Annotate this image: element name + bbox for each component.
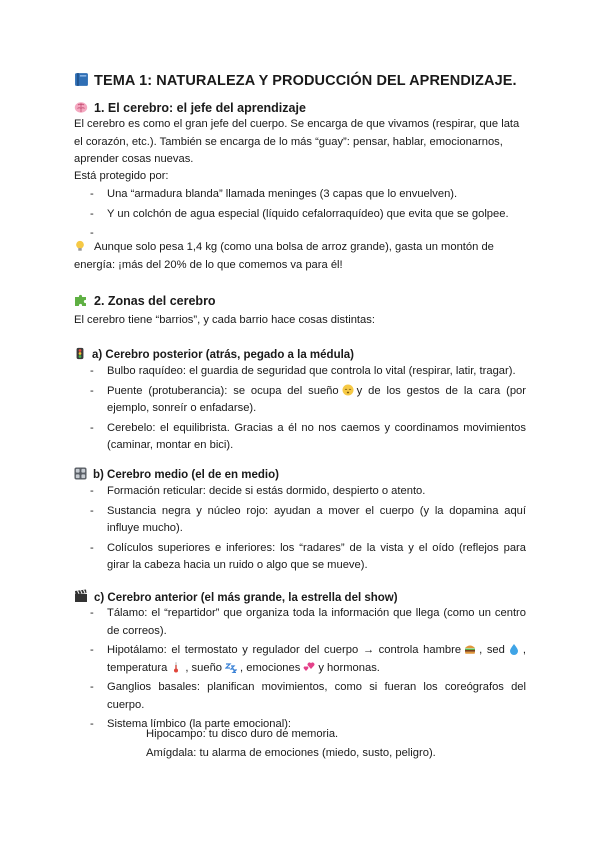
section2-intro: El cerebro tiene “barrios”, y cada barrio hace cosas distintas: (74, 314, 375, 326)
hipocampo-text: Hipocampo: tu disco duro de memoria. (146, 728, 339, 740)
protected-by-text: Está protegido por: (74, 170, 169, 182)
bullet-dash: - (90, 421, 94, 434)
list-item-text: Sustancia negra y núcleo rojo: ayudan a mover el cuerpo (y la dopamina aquí influye mucho). (107, 504, 526, 534)
anterior-heading (74, 589, 398, 604)
list-item-text: Hipotálamo: el termostato y regulador del cuerpo → controla hambre (107, 644, 462, 656)
tip-line-1: Aunque solo pesa 1,4 kg (como una bolsa de arroz grande), gasta un montón de (94, 241, 494, 253)
section1-intro (74, 116, 526, 169)
list-item-text: Formación reticular: decide si estás dormido, despierto o atento. (107, 485, 426, 497)
posterior-heading-text: a) Cerebro posterior (atrás, pegado a la médula) (92, 349, 355, 361)
title-text: TEMA 1: NATURALEZA Y PRODUCCIÓN DEL APRENDIZAJE. (94, 73, 517, 89)
control-knobs-icon (74, 467, 87, 480)
list-item (90, 363, 526, 381)
list-item (90, 383, 526, 418)
list-item-text: y de los gestos de la cara (por ejemplo, sonreír o enfadarse). (107, 384, 526, 414)
bullet-dash: - (90, 644, 94, 656)
anterior-list (90, 605, 526, 736)
list-item (90, 483, 526, 501)
list-item-text: Y un colchón de agua especial (líquido cefalorraquídeo) que evita que se golpee. (107, 207, 509, 220)
brain-icon (74, 100, 88, 114)
list-item (90, 503, 526, 538)
traffic-light-icon (74, 347, 86, 360)
list-item-text: , sed (479, 644, 505, 656)
list-item-text: , emociones (240, 661, 301, 674)
list-item-text: Colículos superiores e inferiores: los “radares” de la vista y el oído (reflejos para girar la cabeza hacia un ruido o algo que se mueve). (107, 541, 526, 571)
list-item-text: Ganglios basales: planifican movimientos, como si fueran los coreógrafos del cuerpo. (107, 681, 526, 711)
two-hearts-icon (303, 661, 315, 673)
document-title (74, 72, 517, 89)
list-item (90, 605, 526, 640)
list-item-text: Una “armadura blanda” llamada meninges (3 capas que lo envuelven). (107, 188, 458, 200)
water-drop-icon (508, 643, 520, 655)
bullet-dash: - (90, 541, 94, 554)
list-item-text: Tálamo: el “repartidor” que organiza toda la información que llega (como un centro de correos). (107, 607, 526, 637)
list-item-text: , sueño (185, 661, 223, 674)
posterior-heading (74, 347, 354, 361)
bullet-dash: - (90, 681, 94, 693)
bullet-dash: - (90, 227, 94, 239)
bullet-dash: - (90, 485, 94, 497)
protection-list (90, 186, 526, 239)
bullet-dash: - (90, 365, 94, 377)
list-item-text: Bulbo raquídeo: el guardia de seguridad que controla lo vital (respirar, latir, tragar). (107, 365, 516, 377)
thermometer-icon (170, 661, 182, 673)
list-item (90, 679, 526, 714)
list-item (90, 420, 526, 455)
list-item (90, 642, 526, 677)
list-item-text: Sistema límbico (la parte emocional): (107, 718, 292, 730)
section2-heading (74, 293, 216, 308)
hamburger-icon (464, 643, 476, 655)
bullet-dash: - (90, 718, 94, 730)
sleeping-face-icon (342, 384, 354, 396)
bullet-dash: - (90, 188, 94, 200)
list-item (90, 206, 526, 224)
section2-heading-text: 2. Zonas del cerebro (94, 294, 216, 308)
bullet-dash: - (90, 504, 94, 517)
lightbulb-icon (74, 240, 86, 252)
list-item (90, 540, 526, 575)
section1-heading-text: 1. El cerebro: el jefe del aprendizaje (94, 101, 306, 115)
list-item-text: , temperatura (107, 644, 526, 674)
intro-line-3: aprender cosas nuevas. (74, 153, 194, 165)
bullet-dash: - (90, 384, 94, 397)
tip-line-2: energía: ¡más del 20% de lo que comemos va para él! (74, 258, 343, 271)
bullet-dash: - (90, 207, 94, 220)
medio-heading-text: b) Cerebro medio (el de en medio) (93, 469, 279, 481)
list-item-text: Puente (protuberancia): se ocupa del sueño (107, 384, 339, 397)
list-item-text: Cerebelo: el equilibrista. Gracias a él no nos caemos y coordinamos movimientos (caminar, montar en bici). (107, 421, 526, 451)
bullet-dash: - (90, 607, 94, 619)
anterior-heading-text: c) Cerebro anterior (el más grande, la estrella del show) (94, 592, 398, 604)
intro-line-2: el corazón, etc.). También se encarga de lo más “guay”: pensar, hablar, emocionarnos, (74, 135, 503, 148)
sleep-zzz-icon (225, 661, 237, 673)
posterior-list (90, 363, 526, 457)
clapperboard-icon (74, 589, 88, 603)
medio-heading (74, 467, 279, 481)
list-item (90, 186, 526, 204)
medio-list (90, 483, 526, 577)
section1-heading (74, 100, 306, 115)
list-item-text: y hormonas. (318, 661, 380, 674)
intro-line-1: El cerebro es como el gran jefe del cuerpo. Se encarga de que vivamos (respirar, que lata (74, 118, 520, 130)
amigdala-text: Amígdala: tu alarma de emociones (miedo, susto, peligro). (146, 747, 436, 759)
blue-book-icon (74, 72, 89, 87)
energy-tip (74, 239, 526, 274)
puzzle-piece-icon (74, 293, 88, 307)
